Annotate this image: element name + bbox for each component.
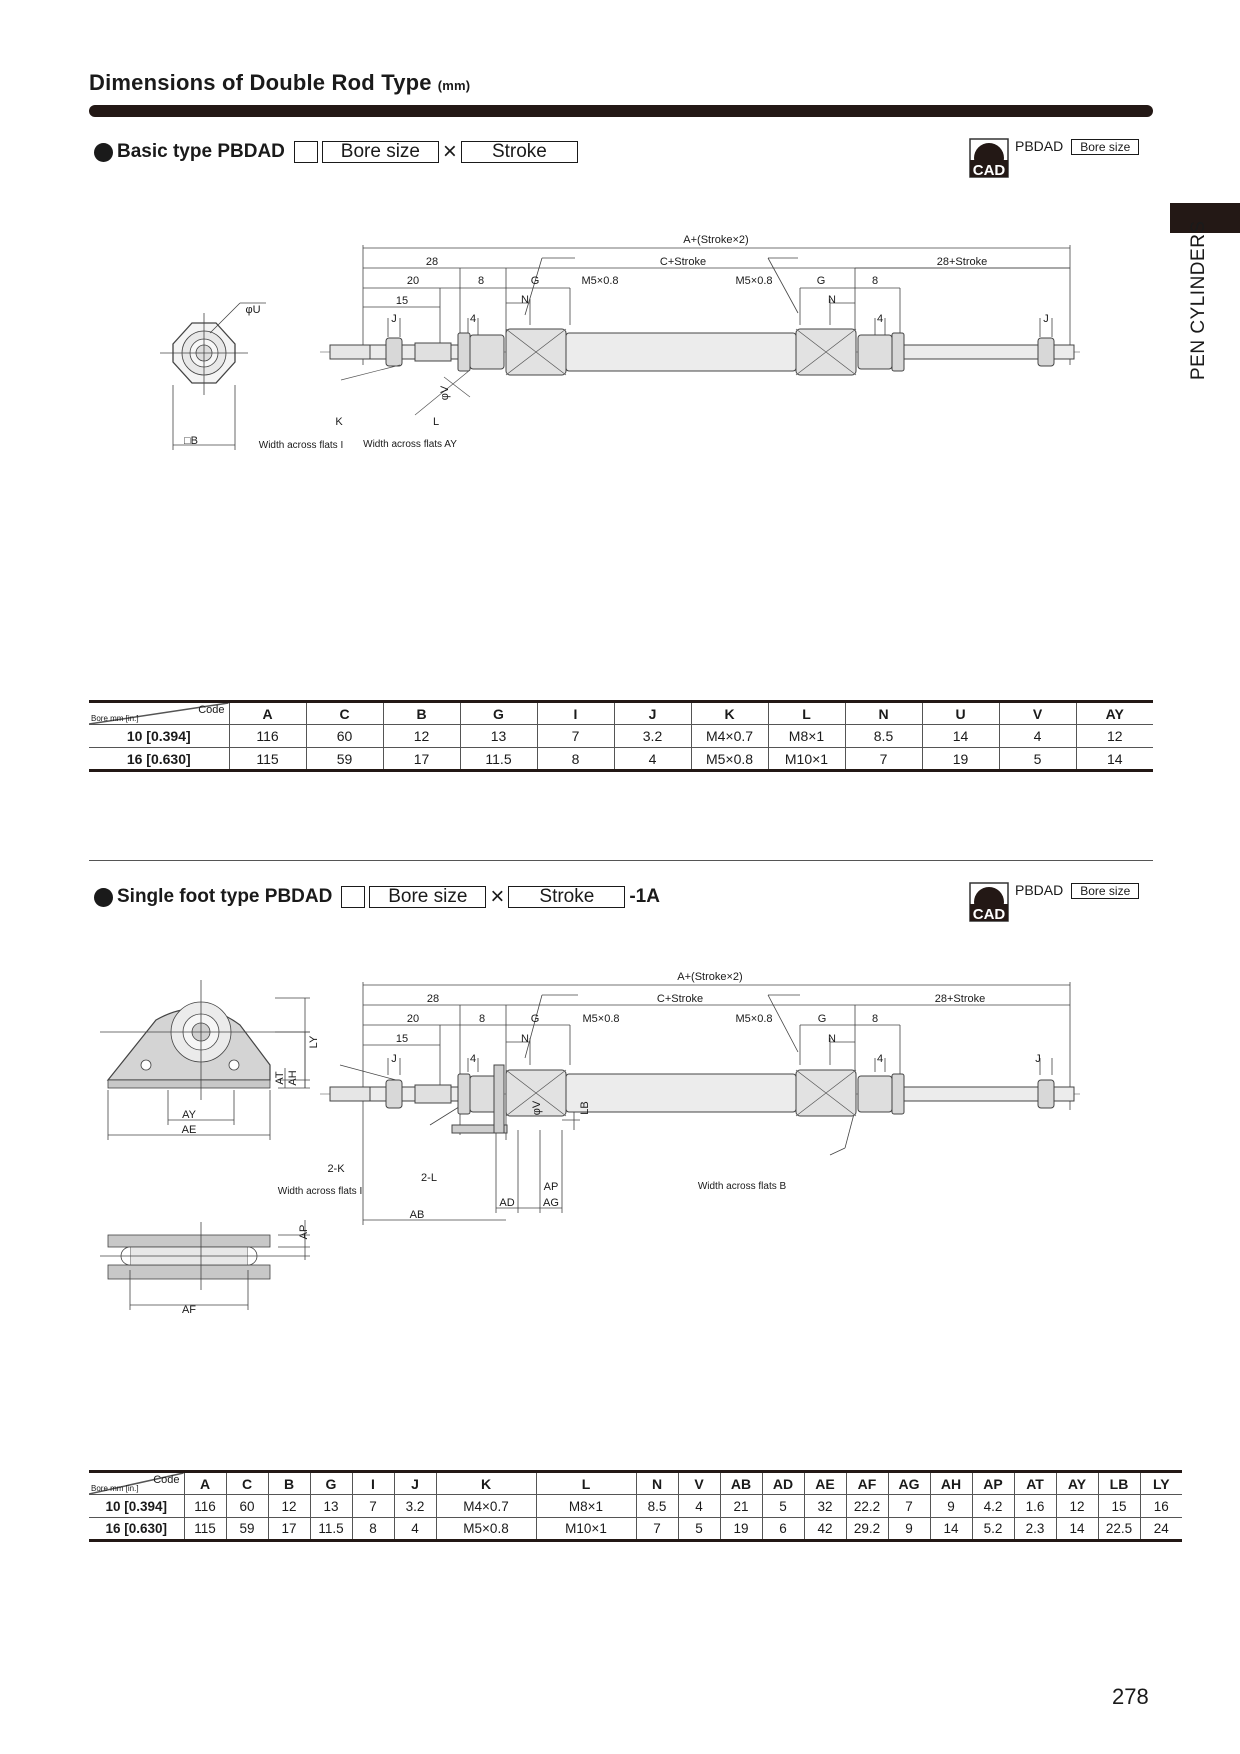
table-cell: 24 xyxy=(1153,1521,1169,1536)
flats-b-label: Width across flats B xyxy=(697,1181,787,1192)
table-cell: 12 xyxy=(1106,728,1123,744)
phi-v-label: φV xyxy=(531,1100,543,1116)
blank-code-box xyxy=(294,141,318,163)
table-cell: M4×0.7 xyxy=(691,725,768,748)
dim-28s-label: 28+Stroke xyxy=(936,256,988,268)
table-cell: 4 xyxy=(394,1518,436,1541)
title-rule xyxy=(89,105,1153,117)
basic-type-drawing xyxy=(140,225,1090,465)
dim-g2-label: G xyxy=(816,275,826,287)
dim-j2-label: J xyxy=(1043,313,1049,325)
at-label: AT xyxy=(274,1071,286,1085)
table-cell: M5×0.8 xyxy=(691,748,768,771)
col-header: AG xyxy=(888,1472,930,1495)
foot-cad-link[interactable] xyxy=(969,882,1139,922)
col-header: K xyxy=(691,702,768,725)
phi-v-label: φV xyxy=(439,385,451,401)
unit-label: (mm) xyxy=(437,78,471,93)
table-cell: 8 xyxy=(537,748,614,771)
col-header: AB xyxy=(720,1472,762,1495)
col-header: G xyxy=(310,1472,352,1495)
table-cell: 15 xyxy=(1098,1495,1140,1518)
table-corner-cell xyxy=(89,702,229,725)
corner-bore-label: Bore mm [in.] xyxy=(91,714,139,723)
flats-i-label: Width across flats I xyxy=(258,440,344,451)
cad-model: PBDAD xyxy=(1015,882,1064,898)
col-header: A xyxy=(184,1472,226,1495)
table-cell: 9 xyxy=(888,1518,930,1541)
page-title xyxy=(89,70,470,96)
table-cell: 4 xyxy=(999,725,1076,748)
col-header: B xyxy=(383,702,460,725)
dim-8b-label: 8 xyxy=(871,275,879,287)
cad-bore-field: Bore size xyxy=(1071,139,1139,155)
table-cell: 14 xyxy=(930,1518,972,1541)
table-cell: 12 xyxy=(383,725,460,748)
foot-dimensions-table xyxy=(89,1470,1182,1542)
dim-j2-label: J xyxy=(1035,1053,1041,1065)
ap2-label: AP xyxy=(298,1224,310,1240)
col-header: K xyxy=(436,1472,536,1495)
col-header: C xyxy=(306,702,383,725)
square-b-label: □B xyxy=(184,435,198,447)
dim-28-label: 28 xyxy=(426,993,440,1005)
ag-label: AG xyxy=(543,1197,559,1209)
bore-cell: 10 [0.394] xyxy=(89,725,229,748)
port2-label: M5×0.8 xyxy=(735,275,773,287)
table-cell: 60 xyxy=(306,725,383,748)
col-header: L xyxy=(536,1472,636,1495)
label-l: L xyxy=(432,416,440,428)
table-cell: 1.6 xyxy=(1014,1495,1056,1518)
table-cell: 7 xyxy=(845,748,922,771)
ah-label: AH xyxy=(287,1070,299,1086)
table-cell: 7 xyxy=(888,1495,930,1518)
table-header-row xyxy=(89,702,1153,725)
table-cell: 2.3 xyxy=(1014,1518,1056,1541)
col-header: LY xyxy=(1152,1475,1170,1492)
label-k: K xyxy=(335,416,343,428)
blank-code-box xyxy=(341,886,365,908)
cad-icon[interactable] xyxy=(969,138,1009,178)
stroke-field: Stroke xyxy=(461,141,578,163)
col-header: V xyxy=(678,1472,720,1495)
dim-8a-label: 8 xyxy=(478,1013,486,1025)
bore-cell: 10 [0.394] xyxy=(89,1495,184,1518)
label-2k: 2-K xyxy=(327,1163,345,1175)
table-cell: 7 xyxy=(636,1518,678,1541)
corner-bore-label: Bore mm [in.] xyxy=(91,1484,139,1493)
bore-cell: 16 [0.630] xyxy=(89,1518,184,1541)
col-header: I xyxy=(537,702,614,725)
col-header: N xyxy=(636,1472,678,1495)
table-cell: 22.5 xyxy=(1098,1518,1140,1541)
ap-label: AP xyxy=(543,1181,559,1193)
table-cell: 5.2 xyxy=(972,1518,1014,1541)
dim-j1-label: J xyxy=(391,1053,397,1065)
col-header: AD xyxy=(762,1472,804,1495)
dim-j1-label: J xyxy=(391,313,397,325)
cad-bore-field: Bore size xyxy=(1071,883,1139,899)
dim-n1-label: N xyxy=(521,1033,529,1045)
table-cell: M4×0.7 xyxy=(436,1495,536,1518)
col-header: V xyxy=(999,702,1076,725)
dim-28s-label: 28+Stroke xyxy=(934,993,986,1005)
col-header: L xyxy=(768,702,845,725)
mount-suffix: -1A xyxy=(629,886,660,907)
dim-20-label: 20 xyxy=(406,1013,420,1025)
col-header: AY xyxy=(1105,705,1124,722)
dim-15-label: 15 xyxy=(395,295,409,307)
port1-label: M5×0.8 xyxy=(582,1013,620,1025)
table-cell: 5 xyxy=(678,1518,720,1541)
col-header: A xyxy=(229,702,306,725)
table-cell: 11.5 xyxy=(460,748,537,771)
table-cell: 12 xyxy=(1056,1495,1098,1518)
section-divider xyxy=(89,860,1153,861)
dim-8b-label: 8 xyxy=(871,1013,879,1025)
table-cell: 19 xyxy=(720,1518,762,1541)
basic-dimensions-table xyxy=(89,700,1153,772)
side-label: PEN CYLINDERS xyxy=(1188,220,1209,380)
dim-42-label: 4 xyxy=(876,313,884,325)
port1-label: M5×0.8 xyxy=(581,275,619,287)
basic-heading-text: Basic type PBDAD xyxy=(117,141,285,162)
page-title-text: Dimensions of Double Rod Type xyxy=(89,70,432,95)
cad-icon-label: CAD xyxy=(972,162,1006,178)
dim-8a-label: 8 xyxy=(477,275,485,287)
phi-u-label: φU xyxy=(245,304,261,316)
table-cell: 8.5 xyxy=(636,1495,678,1518)
cad-model: PBDAD xyxy=(1015,138,1064,154)
dim-n2-label: N xyxy=(828,294,836,306)
table-cell: 21 xyxy=(720,1495,762,1518)
af-label: AF xyxy=(181,1304,197,1316)
col-header: AE xyxy=(804,1472,846,1495)
col-header: J xyxy=(394,1472,436,1495)
table-cell: 115 xyxy=(184,1518,226,1541)
lb-label: LB xyxy=(579,1101,591,1115)
col-header: AF xyxy=(846,1472,888,1495)
table-cell: 5 xyxy=(762,1495,804,1518)
ae-label: AE xyxy=(181,1124,197,1136)
basic-section-heading xyxy=(94,140,578,164)
table-cell: 17 xyxy=(268,1518,310,1541)
table-cell: 3.2 xyxy=(394,1495,436,1518)
cad-icon[interactable] xyxy=(969,882,1009,922)
table-row xyxy=(89,1518,1182,1541)
col-header: B xyxy=(268,1472,310,1495)
table-cell: M10×1 xyxy=(768,748,845,771)
dim-28-label: 28 xyxy=(425,256,439,268)
col-header: G xyxy=(460,702,537,725)
dim-n1-label: N xyxy=(521,294,529,306)
table-cell: 3.2 xyxy=(614,725,691,748)
col-header: J xyxy=(614,702,691,725)
dim-c-label: C+Stroke xyxy=(659,256,707,268)
dim-g1-label: G xyxy=(530,275,540,287)
table-cell: 17 xyxy=(383,748,460,771)
col-header: U xyxy=(922,702,999,725)
col-header: I xyxy=(352,1472,394,1495)
table-cell: 59 xyxy=(226,1518,268,1541)
table-cell: 14 xyxy=(922,725,999,748)
table-cell: 60 xyxy=(226,1495,268,1518)
ay-label: AY xyxy=(182,1109,196,1121)
table-cell: 29.2 xyxy=(846,1518,888,1541)
table-cell: 115 xyxy=(229,748,306,771)
table-cell: 22.2 xyxy=(846,1495,888,1518)
foot-section-heading xyxy=(94,885,660,909)
flats-i-label: Width across flats I xyxy=(277,1186,363,1197)
table-cell: 4.2 xyxy=(972,1495,1014,1518)
table-cell: 6 xyxy=(762,1518,804,1541)
table-cell: 12 xyxy=(268,1495,310,1518)
bullet-icon xyxy=(94,143,113,162)
corner-code-label: Code xyxy=(198,704,225,716)
bore-cell: 16 [0.630] xyxy=(89,748,229,771)
dim-total-label: A+(Stroke×2) xyxy=(683,234,749,246)
dim-n2-label: N xyxy=(828,1033,836,1045)
col-header: AT xyxy=(1014,1472,1056,1495)
corner-code-label: Code xyxy=(153,1474,180,1486)
table-cell: 8 xyxy=(352,1518,394,1541)
bore-size-field: Bore size xyxy=(369,886,486,908)
bore-size-field: Bore size xyxy=(322,141,439,163)
stroke-field: Stroke xyxy=(508,886,625,908)
table-cell: 42 xyxy=(804,1518,846,1541)
table-cell: 59 xyxy=(306,748,383,771)
page-number: 278 xyxy=(1112,1684,1149,1709)
table-row xyxy=(89,725,1153,748)
table-cell: M5×0.8 xyxy=(436,1518,536,1541)
foot-heading-text: Single foot type PBDAD xyxy=(117,886,333,907)
port2-label: M5×0.8 xyxy=(735,1013,773,1025)
table-cell: 9 xyxy=(930,1495,972,1518)
table-cell: M10×1 xyxy=(536,1518,636,1541)
ab-label: AB xyxy=(409,1209,425,1221)
table-cell: 4 xyxy=(614,748,691,771)
table-cell: M8×1 xyxy=(536,1495,636,1518)
dim-20-label: 20 xyxy=(406,275,420,287)
dim-total-label: A+(Stroke×2) xyxy=(677,971,743,983)
ad-label: AD xyxy=(499,1197,515,1209)
table-cell: 4 xyxy=(678,1495,720,1518)
table-cell: 7 xyxy=(537,725,614,748)
table-row xyxy=(89,1495,1182,1518)
dim-g2-label: G xyxy=(817,1013,827,1025)
table-cell: 14 xyxy=(1056,1518,1098,1541)
basic-cad-link[interactable] xyxy=(969,138,1139,178)
table-cell: 13 xyxy=(460,725,537,748)
dim-g1-label: G xyxy=(530,1013,540,1025)
dim-c-label: C+Stroke xyxy=(656,993,704,1005)
col-header: AP xyxy=(972,1472,1014,1495)
col-header: LB xyxy=(1098,1472,1140,1495)
col-header: AY xyxy=(1056,1472,1098,1495)
table-cell: 8.5 xyxy=(845,725,922,748)
table-cell: 13 xyxy=(310,1495,352,1518)
cad-icon-label: CAD xyxy=(972,906,1006,922)
times-sign: × xyxy=(442,138,457,165)
table-cell: M8×1 xyxy=(768,725,845,748)
col-header: AH xyxy=(930,1472,972,1495)
dim-15-label: 15 xyxy=(395,1033,409,1045)
table-corner-cell xyxy=(89,1472,184,1495)
dim-42-label: 4 xyxy=(876,1053,884,1065)
dim-41-label: 4 xyxy=(469,313,477,325)
table-cell: 5 xyxy=(999,748,1076,771)
table-cell: 11.5 xyxy=(310,1518,352,1541)
single-foot-drawing xyxy=(100,970,1090,1320)
table-cell: 16 xyxy=(1153,1498,1169,1514)
table-cell: 116 xyxy=(229,725,306,748)
table-cell: 14 xyxy=(1106,750,1123,767)
bullet-icon xyxy=(94,888,113,907)
table-row xyxy=(89,748,1153,771)
table-header-row xyxy=(89,1472,1182,1495)
table-cell: 116 xyxy=(184,1495,226,1518)
times-sign: × xyxy=(490,883,505,910)
dim-41-label: 4 xyxy=(469,1053,477,1065)
col-header: N xyxy=(845,702,922,725)
flats-ay-label: Width across flats AY xyxy=(363,439,457,450)
table-cell: 19 xyxy=(922,748,999,771)
col-header: C xyxy=(226,1472,268,1495)
label-2l: 2-L xyxy=(421,1172,437,1184)
ly-label: LY xyxy=(308,1035,320,1049)
table-cell: 7 xyxy=(352,1495,394,1518)
table-cell: 32 xyxy=(804,1495,846,1518)
